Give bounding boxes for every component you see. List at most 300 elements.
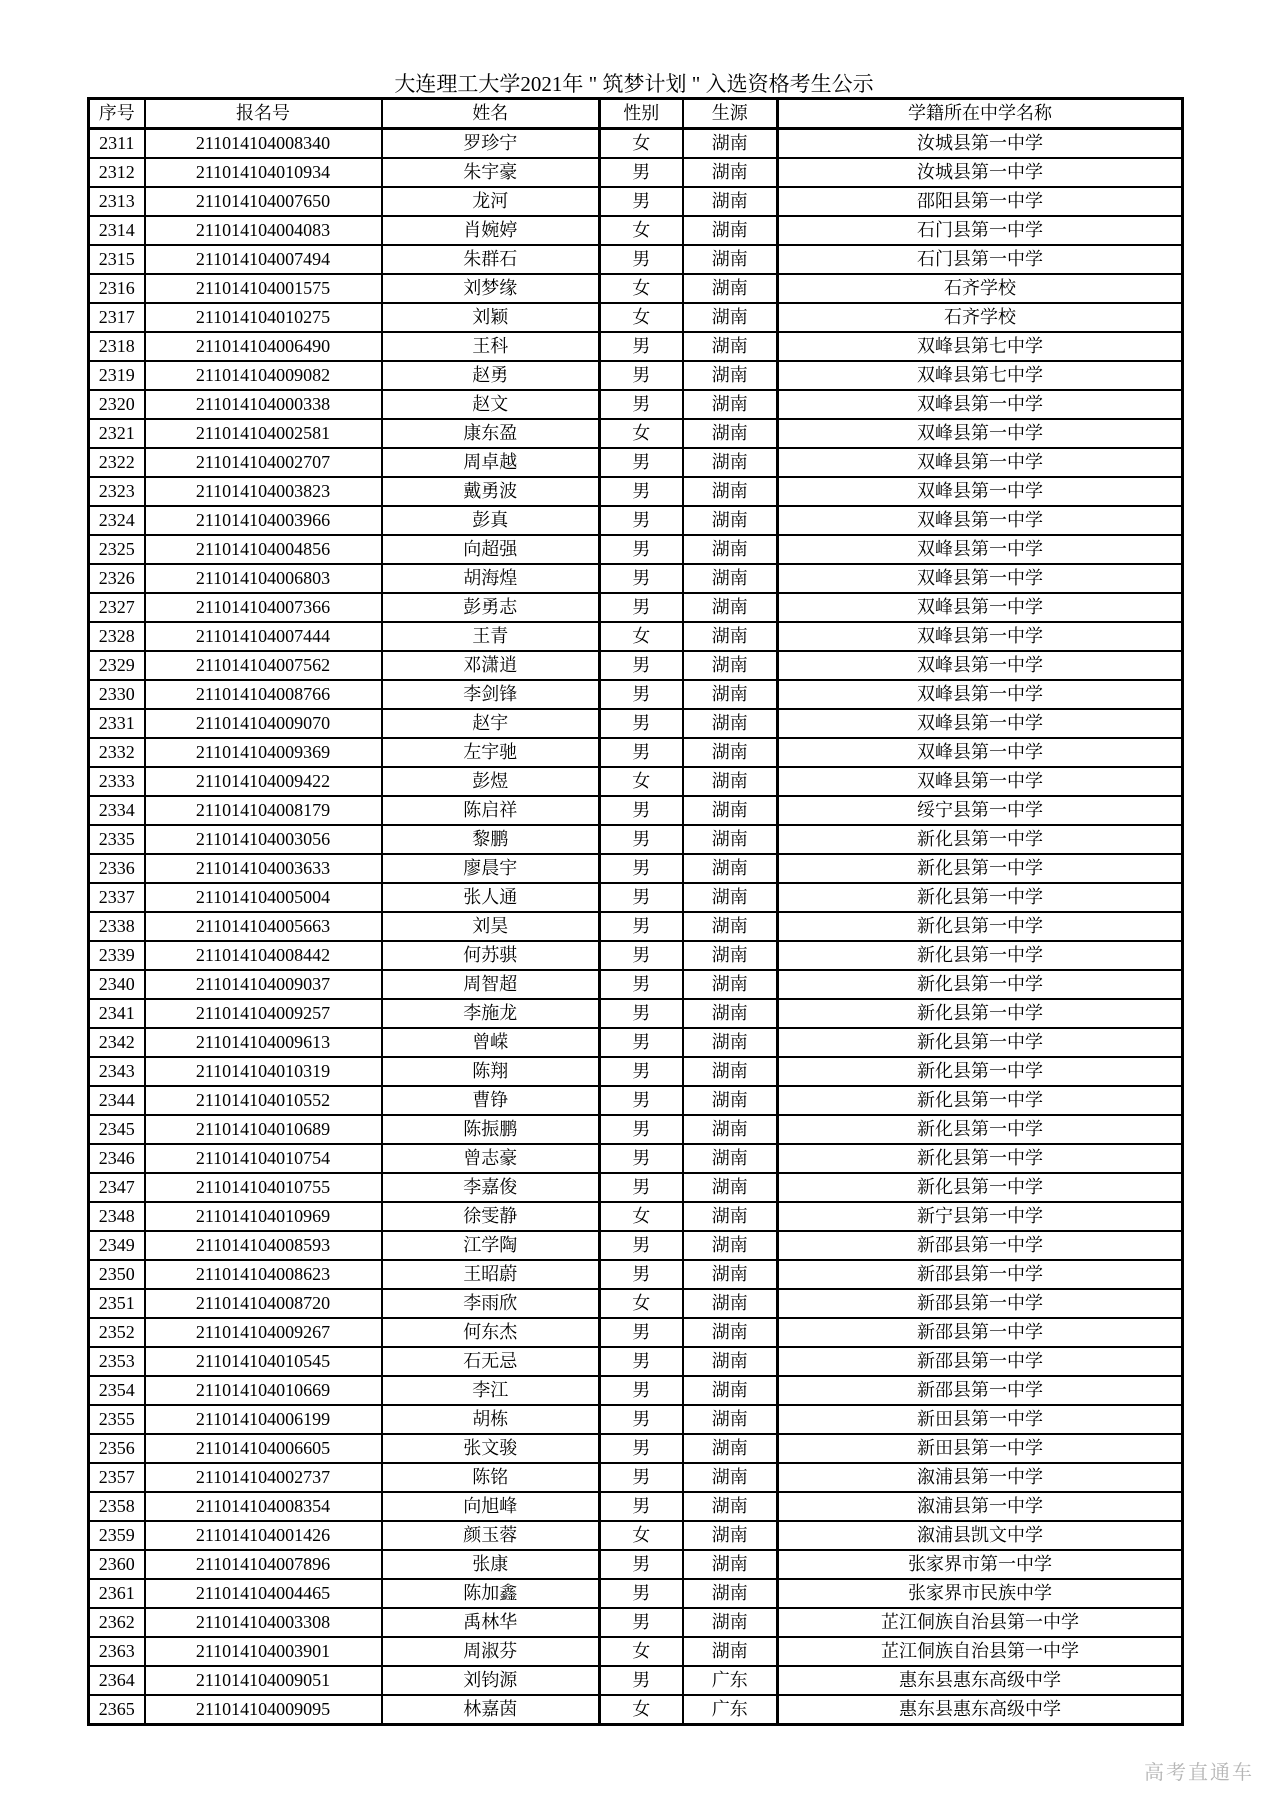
column-header-gender: 性别 — [600, 99, 683, 129]
name-cell: 胡栋 — [382, 1405, 600, 1434]
table-row — [89, 361, 1183, 390]
gender-cell: 男 — [600, 680, 683, 709]
serial-cell: 2324 — [89, 506, 145, 535]
table-row — [89, 1173, 1183, 1202]
registration-number-cell: 211014104010275 — [145, 303, 382, 332]
name-cell: 朱宇豪 — [382, 158, 600, 187]
gender-cell: 男 — [600, 970, 683, 999]
registration-number-cell: 211014104009051 — [145, 1666, 382, 1695]
registration-number-cell: 211014104009369 — [145, 738, 382, 767]
origin-cell: 湖南 — [683, 941, 778, 970]
table-row — [89, 129, 1183, 159]
name-cell: 李嘉俊 — [382, 1173, 600, 1202]
gender-cell: 男 — [600, 1579, 683, 1608]
registration-number-cell: 211014104008442 — [145, 941, 382, 970]
table-row — [89, 796, 1183, 825]
serial-cell: 2333 — [89, 767, 145, 796]
serial-cell: 2320 — [89, 390, 145, 419]
column-header-serial: 序号 — [89, 99, 145, 129]
table-row — [89, 1057, 1183, 1086]
origin-cell: 湖南 — [683, 1173, 778, 1202]
table-row — [89, 1318, 1183, 1347]
registration-number-cell: 211014104002707 — [145, 448, 382, 477]
name-cell: 刘钧源 — [382, 1666, 600, 1695]
table-row — [89, 1521, 1183, 1550]
name-cell: 陈加鑫 — [382, 1579, 600, 1608]
serial-cell: 2340 — [89, 970, 145, 999]
name-cell: 曾嵘 — [382, 1028, 600, 1057]
origin-cell: 湖南 — [683, 1260, 778, 1289]
gender-cell: 男 — [600, 477, 683, 506]
table-row — [89, 593, 1183, 622]
serial-cell: 2339 — [89, 941, 145, 970]
school-cell: 新邵县第一中学 — [778, 1231, 1183, 1260]
registration-number-cell: 211014104008593 — [145, 1231, 382, 1260]
school-cell: 新化县第一中学 — [778, 941, 1183, 970]
registration-number-cell: 211014104010552 — [145, 1086, 382, 1115]
table-row — [89, 883, 1183, 912]
gender-cell: 女 — [600, 129, 683, 159]
gender-cell: 女 — [600, 274, 683, 303]
registration-number-cell: 211014104010689 — [145, 1115, 382, 1144]
gender-cell: 男 — [600, 245, 683, 274]
table-row — [89, 1115, 1183, 1144]
serial-cell: 2359 — [89, 1521, 145, 1550]
serial-cell: 2318 — [89, 332, 145, 361]
registration-number-cell: 211014104008354 — [145, 1492, 382, 1521]
table-row — [89, 506, 1183, 535]
name-cell: 向超强 — [382, 535, 600, 564]
table-row — [89, 999, 1183, 1028]
serial-cell: 2322 — [89, 448, 145, 477]
name-cell: 周卓越 — [382, 448, 600, 477]
gender-cell: 男 — [600, 593, 683, 622]
gender-cell: 男 — [600, 1173, 683, 1202]
origin-cell: 湖南 — [683, 912, 778, 941]
origin-cell: 湖南 — [683, 1086, 778, 1115]
origin-cell: 湖南 — [683, 303, 778, 332]
registration-number-cell: 211014104003901 — [145, 1637, 382, 1666]
school-cell: 石门县第一中学 — [778, 245, 1183, 274]
registration-number-cell: 211014104009070 — [145, 709, 382, 738]
name-cell: 李剑锋 — [382, 680, 600, 709]
name-cell: 赵勇 — [382, 361, 600, 390]
school-cell: 新化县第一中学 — [778, 970, 1183, 999]
gender-cell: 男 — [600, 651, 683, 680]
origin-cell: 湖南 — [683, 245, 778, 274]
serial-cell: 2335 — [89, 825, 145, 854]
serial-cell: 2336 — [89, 854, 145, 883]
origin-cell: 湖南 — [683, 1492, 778, 1521]
serial-cell: 2323 — [89, 477, 145, 506]
name-cell: 邓潇逍 — [382, 651, 600, 680]
gender-cell: 男 — [600, 1057, 683, 1086]
origin-cell: 湖南 — [683, 477, 778, 506]
gender-cell: 男 — [600, 1144, 683, 1173]
name-cell: 张人通 — [382, 883, 600, 912]
origin-cell: 广东 — [683, 1666, 778, 1695]
school-cell: 双峰县第一中学 — [778, 419, 1183, 448]
name-cell: 刘昊 — [382, 912, 600, 941]
gender-cell: 男 — [600, 1028, 683, 1057]
school-cell: 双峰县第一中学 — [778, 390, 1183, 419]
gender-cell: 男 — [600, 535, 683, 564]
name-cell: 李江 — [382, 1376, 600, 1405]
school-cell: 新化县第一中学 — [778, 854, 1183, 883]
registration-number-cell: 211014104009267 — [145, 1318, 382, 1347]
origin-cell: 湖南 — [683, 1463, 778, 1492]
registration-number-cell: 211014104004465 — [145, 1579, 382, 1608]
column-header-registration-number: 报名号 — [145, 99, 382, 129]
school-cell: 双峰县第一中学 — [778, 448, 1183, 477]
serial-cell: 2351 — [89, 1289, 145, 1318]
serial-cell: 2355 — [89, 1405, 145, 1434]
origin-cell: 湖南 — [683, 564, 778, 593]
gender-cell: 男 — [600, 1376, 683, 1405]
name-cell: 禹林华 — [382, 1608, 600, 1637]
serial-cell: 2317 — [89, 303, 145, 332]
school-cell: 新邵县第一中学 — [778, 1347, 1183, 1376]
serial-cell: 2316 — [89, 274, 145, 303]
school-cell: 双峰县第一中学 — [778, 506, 1183, 535]
registration-number-cell: 211014104002581 — [145, 419, 382, 448]
gender-cell: 男 — [600, 564, 683, 593]
school-cell: 新化县第一中学 — [778, 1173, 1183, 1202]
table-row — [89, 622, 1183, 651]
gender-cell: 男 — [600, 1260, 683, 1289]
origin-cell: 湖南 — [683, 419, 778, 448]
school-cell: 双峰县第七中学 — [778, 361, 1183, 390]
serial-cell: 2332 — [89, 738, 145, 767]
table-header — [89, 99, 1183, 129]
table-row — [89, 564, 1183, 593]
registration-number-cell: 211014104007366 — [145, 593, 382, 622]
candidates-table — [87, 97, 1184, 1726]
gender-cell: 女 — [600, 1202, 683, 1231]
column-header-school: 学籍所在中学名称 — [778, 99, 1183, 129]
registration-number-cell: 211014104008623 — [145, 1260, 382, 1289]
school-cell: 新邵县第一中学 — [778, 1289, 1183, 1318]
gender-cell: 女 — [600, 622, 683, 651]
gender-cell: 女 — [600, 1521, 683, 1550]
name-cell: 何苏骐 — [382, 941, 600, 970]
gender-cell: 男 — [600, 796, 683, 825]
table-row — [89, 1376, 1183, 1405]
origin-cell: 湖南 — [683, 1579, 778, 1608]
gender-cell: 男 — [600, 1492, 683, 1521]
origin-cell: 湖南 — [683, 680, 778, 709]
origin-cell: 湖南 — [683, 332, 778, 361]
school-cell: 双峰县第一中学 — [778, 709, 1183, 738]
name-cell: 胡海煌 — [382, 564, 600, 593]
serial-cell: 2357 — [89, 1463, 145, 1492]
school-cell: 新邵县第一中学 — [778, 1376, 1183, 1405]
serial-cell: 2344 — [89, 1086, 145, 1115]
origin-cell: 湖南 — [683, 535, 778, 564]
school-cell: 石齐学校 — [778, 303, 1183, 332]
registration-number-cell: 211014104007562 — [145, 651, 382, 680]
table-row — [89, 158, 1183, 187]
serial-cell: 2360 — [89, 1550, 145, 1579]
origin-cell: 湖南 — [683, 1521, 778, 1550]
origin-cell: 湖南 — [683, 709, 778, 738]
registration-number-cell: 211014104000338 — [145, 390, 382, 419]
serial-cell: 2328 — [89, 622, 145, 651]
name-cell: 陈振鹏 — [382, 1115, 600, 1144]
school-cell: 双峰县第一中学 — [778, 651, 1183, 680]
serial-cell: 2338 — [89, 912, 145, 941]
school-cell: 双峰县第一中学 — [778, 738, 1183, 767]
registration-number-cell: 211014104003308 — [145, 1608, 382, 1637]
name-cell: 罗珍宁 — [382, 129, 600, 159]
registration-number-cell: 211014104009422 — [145, 767, 382, 796]
table-row — [89, 912, 1183, 941]
table-row — [89, 1144, 1183, 1173]
serial-cell: 2345 — [89, 1115, 145, 1144]
name-cell: 李施龙 — [382, 999, 600, 1028]
column-header-origin: 生源 — [683, 99, 778, 129]
gender-cell: 男 — [600, 1347, 683, 1376]
origin-cell: 湖南 — [683, 1115, 778, 1144]
registration-number-cell: 211014104010545 — [145, 1347, 382, 1376]
header-row — [89, 99, 1183, 129]
name-cell: 曾志豪 — [382, 1144, 600, 1173]
origin-cell: 湖南 — [683, 622, 778, 651]
registration-number-cell: 211014104006803 — [145, 564, 382, 593]
origin-cell: 湖南 — [683, 506, 778, 535]
origin-cell: 湖南 — [683, 1057, 778, 1086]
registration-number-cell: 211014104003056 — [145, 825, 382, 854]
gender-cell: 男 — [600, 448, 683, 477]
registration-number-cell: 211014104009082 — [145, 361, 382, 390]
school-cell: 新化县第一中学 — [778, 1028, 1183, 1057]
origin-cell: 湖南 — [683, 1405, 778, 1434]
registration-number-cell: 211014104002737 — [145, 1463, 382, 1492]
origin-cell: 湖南 — [683, 767, 778, 796]
school-cell: 惠东县惠东高级中学 — [778, 1695, 1183, 1725]
serial-cell: 2315 — [89, 245, 145, 274]
serial-cell: 2325 — [89, 535, 145, 564]
name-cell: 王昭蔚 — [382, 1260, 600, 1289]
serial-cell: 2326 — [89, 564, 145, 593]
origin-cell: 湖南 — [683, 883, 778, 912]
serial-cell: 2352 — [89, 1318, 145, 1347]
serial-cell: 2329 — [89, 651, 145, 680]
name-cell: 周淑芬 — [382, 1637, 600, 1666]
school-cell: 新化县第一中学 — [778, 999, 1183, 1028]
school-cell: 双峰县第一中学 — [778, 535, 1183, 564]
name-cell: 彭真 — [382, 506, 600, 535]
watermark: 高考直通车 — [1144, 1762, 1254, 1784]
school-cell: 新化县第一中学 — [778, 883, 1183, 912]
serial-cell: 2363 — [89, 1637, 145, 1666]
origin-cell: 湖南 — [683, 1318, 778, 1347]
origin-cell: 湖南 — [683, 1347, 778, 1376]
serial-cell: 2331 — [89, 709, 145, 738]
school-cell: 双峰县第一中学 — [778, 767, 1183, 796]
origin-cell: 湖南 — [683, 1376, 778, 1405]
serial-cell: 2362 — [89, 1608, 145, 1637]
registration-number-cell: 211014104008766 — [145, 680, 382, 709]
origin-cell: 湖南 — [683, 1028, 778, 1057]
registration-number-cell: 211014104007444 — [145, 622, 382, 651]
table-row — [89, 477, 1183, 506]
table-row — [89, 1579, 1183, 1608]
serial-cell: 2364 — [89, 1666, 145, 1695]
name-cell: 朱群石 — [382, 245, 600, 274]
serial-cell: 2358 — [89, 1492, 145, 1521]
gender-cell: 男 — [600, 1318, 683, 1347]
serial-cell: 2341 — [89, 999, 145, 1028]
table-row — [89, 1289, 1183, 1318]
serial-cell: 2313 — [89, 187, 145, 216]
origin-cell: 湖南 — [683, 129, 778, 159]
gender-cell: 女 — [600, 1637, 683, 1666]
registration-number-cell: 211014104005663 — [145, 912, 382, 941]
origin-cell: 湖南 — [683, 999, 778, 1028]
registration-number-cell: 211014104006490 — [145, 332, 382, 361]
serial-cell: 2353 — [89, 1347, 145, 1376]
table-row — [89, 303, 1183, 332]
table-row — [89, 1463, 1183, 1492]
school-cell: 新邵县第一中学 — [778, 1318, 1183, 1347]
registration-number-cell: 211014104005004 — [145, 883, 382, 912]
name-cell: 陈铭 — [382, 1463, 600, 1492]
gender-cell: 男 — [600, 1434, 683, 1463]
table-row — [89, 1028, 1183, 1057]
gender-cell: 男 — [600, 1463, 683, 1492]
origin-cell: 湖南 — [683, 651, 778, 680]
serial-cell: 2337 — [89, 883, 145, 912]
table-row — [89, 1347, 1183, 1376]
registration-number-cell: 211014104007494 — [145, 245, 382, 274]
school-cell: 芷江侗族自治县第一中学 — [778, 1637, 1183, 1666]
table-row — [89, 332, 1183, 361]
school-cell: 石门县第一中学 — [778, 216, 1183, 245]
origin-cell: 湖南 — [683, 448, 778, 477]
registration-number-cell: 211014104007896 — [145, 1550, 382, 1579]
origin-cell: 湖南 — [683, 1637, 778, 1666]
name-cell: 林嘉茵 — [382, 1695, 600, 1725]
registration-number-cell: 211014104009095 — [145, 1695, 382, 1725]
serial-cell: 2330 — [89, 680, 145, 709]
table-row — [89, 274, 1183, 303]
name-cell: 赵宇 — [382, 709, 600, 738]
table-row — [89, 709, 1183, 738]
origin-cell: 湖南 — [683, 1289, 778, 1318]
origin-cell: 湖南 — [683, 1202, 778, 1231]
origin-cell: 湖南 — [683, 361, 778, 390]
school-cell: 新化县第一中学 — [778, 1144, 1183, 1173]
serial-cell: 2348 — [89, 1202, 145, 1231]
table-row — [89, 1492, 1183, 1521]
school-cell: 芷江侗族自治县第一中学 — [778, 1608, 1183, 1637]
name-cell: 黎鹏 — [382, 825, 600, 854]
gender-cell: 男 — [600, 1550, 683, 1579]
table-row — [89, 970, 1183, 999]
table-row — [89, 390, 1183, 419]
registration-number-cell: 211014104003633 — [145, 854, 382, 883]
school-cell: 双峰县第一中学 — [778, 564, 1183, 593]
table-row — [89, 1260, 1183, 1289]
origin-cell: 湖南 — [683, 216, 778, 245]
serial-cell: 2354 — [89, 1376, 145, 1405]
name-cell: 王青 — [382, 622, 600, 651]
name-cell: 周智超 — [382, 970, 600, 999]
school-cell: 新化县第一中学 — [778, 1086, 1183, 1115]
serial-cell: 2311 — [89, 129, 145, 159]
school-cell: 新化县第一中学 — [778, 825, 1183, 854]
serial-cell: 2321 — [89, 419, 145, 448]
table-row — [89, 1550, 1183, 1579]
school-cell: 双峰县第一中学 — [778, 477, 1183, 506]
school-cell: 新化县第一中学 — [778, 912, 1183, 941]
table-row — [89, 1086, 1183, 1115]
table-row — [89, 1202, 1183, 1231]
name-cell: 廖晨宇 — [382, 854, 600, 883]
name-cell: 陈启祥 — [382, 796, 600, 825]
school-cell: 汝城县第一中学 — [778, 129, 1183, 159]
registration-number-cell: 211014104001426 — [145, 1521, 382, 1550]
name-cell: 刘颖 — [382, 303, 600, 332]
registration-number-cell: 211014104010754 — [145, 1144, 382, 1173]
serial-cell: 2334 — [89, 796, 145, 825]
school-cell: 惠东县惠东高级中学 — [778, 1666, 1183, 1695]
gender-cell: 男 — [600, 1608, 683, 1637]
school-cell: 新田县第一中学 — [778, 1405, 1183, 1434]
registration-number-cell: 211014104007650 — [145, 187, 382, 216]
registration-number-cell: 211014104001575 — [145, 274, 382, 303]
origin-cell: 湖南 — [683, 158, 778, 187]
registration-number-cell: 211014104010319 — [145, 1057, 382, 1086]
school-cell: 溆浦县第一中学 — [778, 1463, 1183, 1492]
origin-cell: 湖南 — [683, 1231, 778, 1260]
school-cell: 溆浦县第一中学 — [778, 1492, 1183, 1521]
table-row — [89, 216, 1183, 245]
serial-cell: 2350 — [89, 1260, 145, 1289]
school-cell: 新化县第一中学 — [778, 1057, 1183, 1086]
serial-cell: 2343 — [89, 1057, 145, 1086]
name-cell: 江学陶 — [382, 1231, 600, 1260]
registration-number-cell: 211014104009037 — [145, 970, 382, 999]
serial-cell: 2356 — [89, 1434, 145, 1463]
name-cell: 陈翔 — [382, 1057, 600, 1086]
school-cell: 双峰县第一中学 — [778, 622, 1183, 651]
table-row — [89, 767, 1183, 796]
name-cell: 何东杰 — [382, 1318, 600, 1347]
serial-cell: 2349 — [89, 1231, 145, 1260]
table-row — [89, 651, 1183, 680]
registration-number-cell: 211014104008179 — [145, 796, 382, 825]
serial-cell: 2346 — [89, 1144, 145, 1173]
origin-cell: 湖南 — [683, 825, 778, 854]
table-row — [89, 1405, 1183, 1434]
table-row — [89, 1666, 1183, 1695]
registration-number-cell: 211014104009257 — [145, 999, 382, 1028]
serial-cell: 2347 — [89, 1173, 145, 1202]
name-cell: 戴勇波 — [382, 477, 600, 506]
origin-cell: 湖南 — [683, 796, 778, 825]
gender-cell: 男 — [600, 912, 683, 941]
gender-cell: 男 — [600, 1231, 683, 1260]
school-cell: 溆浦县凯文中学 — [778, 1521, 1183, 1550]
origin-cell: 湖南 — [683, 274, 778, 303]
gender-cell: 男 — [600, 1405, 683, 1434]
table-row — [89, 448, 1183, 477]
origin-cell: 湖南 — [683, 738, 778, 767]
registration-number-cell: 211014104009613 — [145, 1028, 382, 1057]
registration-number-cell: 211014104010934 — [145, 158, 382, 187]
